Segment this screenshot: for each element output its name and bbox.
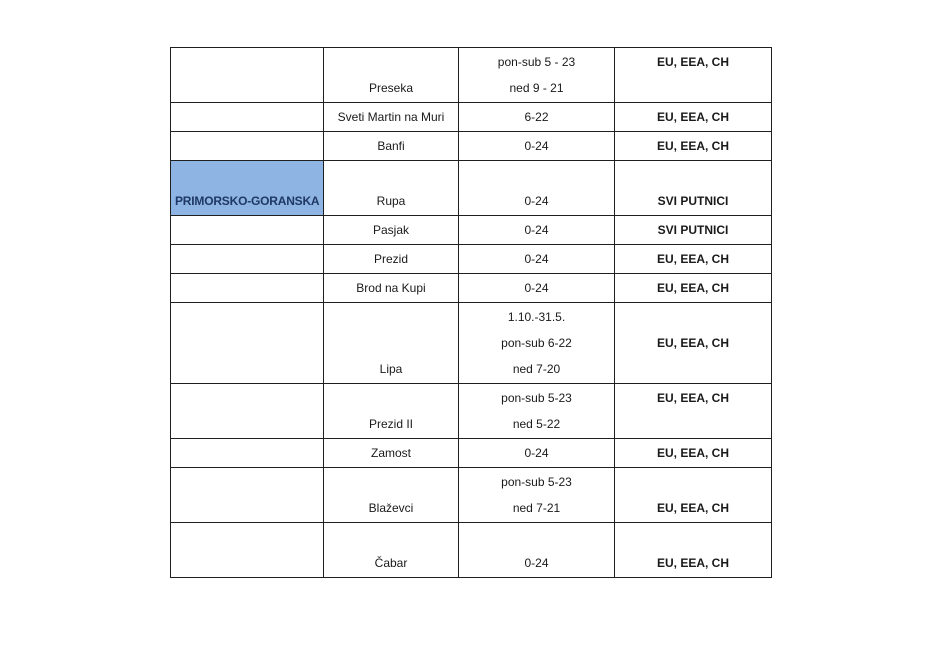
region-text xyxy=(175,246,319,272)
hours-text: ned 7-21 xyxy=(512,501,561,515)
crossing-cell xyxy=(324,245,459,274)
crossing-text: Rupa xyxy=(376,194,406,208)
hours-text: ned 7-20 xyxy=(512,362,561,376)
passengers-cell xyxy=(615,161,772,216)
hours-text: 0-24 xyxy=(524,194,549,208)
hours-cell xyxy=(459,468,615,523)
passengers-cell xyxy=(615,216,772,245)
crossing-text xyxy=(328,330,454,356)
passengers-text: EU, EEA, CH xyxy=(656,446,729,460)
crossing-text xyxy=(328,304,454,330)
region-text: PRIMORSKO-GORANSKA xyxy=(175,194,319,208)
border-crossings-table xyxy=(170,47,772,578)
crossing-cell xyxy=(324,132,459,161)
table-row xyxy=(171,439,772,468)
region-text xyxy=(175,304,319,330)
region-cell xyxy=(171,523,324,578)
crossing-text xyxy=(328,469,454,495)
passengers-text: EU, EEA, CH xyxy=(656,110,729,124)
passengers-text xyxy=(619,304,767,330)
region-text xyxy=(175,440,319,466)
region-cell xyxy=(171,303,324,384)
passengers-text: EU, EEA, CH xyxy=(656,55,729,69)
hours-text: pon-sub 5 - 23 xyxy=(497,55,576,69)
hours-text: 6-22 xyxy=(524,110,549,124)
hours-text: 0-24 xyxy=(524,281,549,295)
region-text xyxy=(175,133,319,159)
crossing-cell xyxy=(324,103,459,132)
region-cell xyxy=(171,216,324,245)
crossing-text xyxy=(328,385,454,411)
hours-text: pon-sub 6-22 xyxy=(501,336,572,350)
region-text xyxy=(175,469,319,495)
table-row xyxy=(171,245,772,274)
passengers-text: EU, EEA, CH xyxy=(656,391,729,405)
crossing-text: Lipa xyxy=(379,362,403,376)
passengers-cell xyxy=(615,303,772,384)
hours-cell xyxy=(459,274,615,303)
passengers-cell xyxy=(615,48,772,103)
crossing-cell xyxy=(324,303,459,384)
region-cell xyxy=(171,103,324,132)
hours-cell xyxy=(459,161,615,216)
table-row xyxy=(171,468,772,523)
region-cell xyxy=(171,245,324,274)
region-cell xyxy=(171,132,324,161)
passengers-text xyxy=(619,469,767,495)
crossing-cell xyxy=(324,468,459,523)
passengers-cell xyxy=(615,523,772,578)
passengers-cell xyxy=(615,132,772,161)
table-row xyxy=(171,384,772,439)
passengers-cell xyxy=(615,245,772,274)
hours-text: 0-24 xyxy=(524,446,549,460)
passengers-text: EU, EEA, CH xyxy=(656,252,729,266)
crossing-text: Prezid II xyxy=(368,417,413,431)
passengers-text xyxy=(619,524,767,550)
hours-text: ned 5-22 xyxy=(512,417,561,431)
hours-text: ned 9 - 21 xyxy=(509,81,564,95)
crossing-text: Blaževci xyxy=(368,501,414,515)
passengers-text: EU, EEA, CH xyxy=(656,556,729,570)
passengers-cell xyxy=(615,439,772,468)
hours-text: pon-sub 5-23 xyxy=(501,475,572,489)
hours-cell xyxy=(459,132,615,161)
hours-cell xyxy=(459,303,615,384)
region-text xyxy=(175,524,319,550)
hours-text xyxy=(463,524,610,550)
crossing-cell xyxy=(324,523,459,578)
hours-cell xyxy=(459,245,615,274)
region-cell xyxy=(171,274,324,303)
hours-text: 0-24 xyxy=(524,139,549,153)
passengers-cell xyxy=(615,384,772,439)
crossing-text xyxy=(328,162,454,188)
table-row xyxy=(171,132,772,161)
passengers-text xyxy=(619,411,767,437)
region-text xyxy=(175,275,319,301)
crossing-text xyxy=(328,49,454,75)
passengers-text: EU, EEA, CH xyxy=(656,336,729,350)
region-cell xyxy=(171,468,324,523)
passengers-text: SVI PUTNICI xyxy=(657,223,729,237)
hours-text: 0-24 xyxy=(524,556,549,570)
region-text xyxy=(175,49,319,75)
table-row xyxy=(171,274,772,303)
crossing-text: Pasjak xyxy=(372,223,410,237)
region-text xyxy=(175,385,319,411)
crossing-text: Preseka xyxy=(368,81,414,95)
border-crossings-table-body xyxy=(171,48,772,578)
passengers-cell xyxy=(615,103,772,132)
crossing-cell xyxy=(324,161,459,216)
region-cell xyxy=(171,384,324,439)
crossing-cell xyxy=(324,48,459,103)
hours-cell xyxy=(459,216,615,245)
crossing-cell xyxy=(324,384,459,439)
hours-text: 0-24 xyxy=(524,252,549,266)
region-text xyxy=(175,217,319,243)
region-cell xyxy=(171,48,324,103)
passengers-cell xyxy=(615,274,772,303)
hours-cell xyxy=(459,103,615,132)
hours-cell xyxy=(459,48,615,103)
region-text xyxy=(175,104,319,130)
hours-text xyxy=(463,162,610,188)
crossing-text xyxy=(328,524,454,550)
hours-cell xyxy=(459,439,615,468)
crossing-text: Zamost xyxy=(370,446,411,460)
crossing-text: Prezid xyxy=(373,252,408,266)
table-row xyxy=(171,161,772,216)
hours-cell xyxy=(459,384,615,439)
hours-text: 0-24 xyxy=(524,223,549,237)
passengers-text: EU, EEA, CH xyxy=(656,139,729,153)
hours-text: pon-sub 5-23 xyxy=(501,391,572,405)
passengers-text xyxy=(619,356,767,382)
hours-text: 1.10.-31.5. xyxy=(507,310,566,324)
region-highlight-cell xyxy=(171,161,324,216)
crossing-cell xyxy=(324,274,459,303)
crossing-cell xyxy=(324,216,459,245)
region-cell xyxy=(171,439,324,468)
crossing-text: Banfi xyxy=(377,139,405,153)
passengers-text xyxy=(619,162,767,188)
crossing-cell xyxy=(324,439,459,468)
region-text xyxy=(175,162,319,188)
table-row xyxy=(171,216,772,245)
passengers-text: EU, EEA, CH xyxy=(656,501,729,515)
passengers-text xyxy=(619,75,767,101)
table-row xyxy=(171,103,772,132)
passengers-text: EU, EEA, CH xyxy=(656,281,729,295)
passengers-cell xyxy=(615,468,772,523)
table-row xyxy=(171,303,772,384)
table-row xyxy=(171,48,772,103)
passengers-text: SVI PUTNICI xyxy=(657,194,729,208)
crossing-text: Sveti Martin na Muri xyxy=(337,110,445,124)
crossing-text: Čabar xyxy=(374,556,408,570)
crossing-text: Brod na Kupi xyxy=(356,281,426,295)
hours-cell xyxy=(459,523,615,578)
table-row xyxy=(171,523,772,578)
